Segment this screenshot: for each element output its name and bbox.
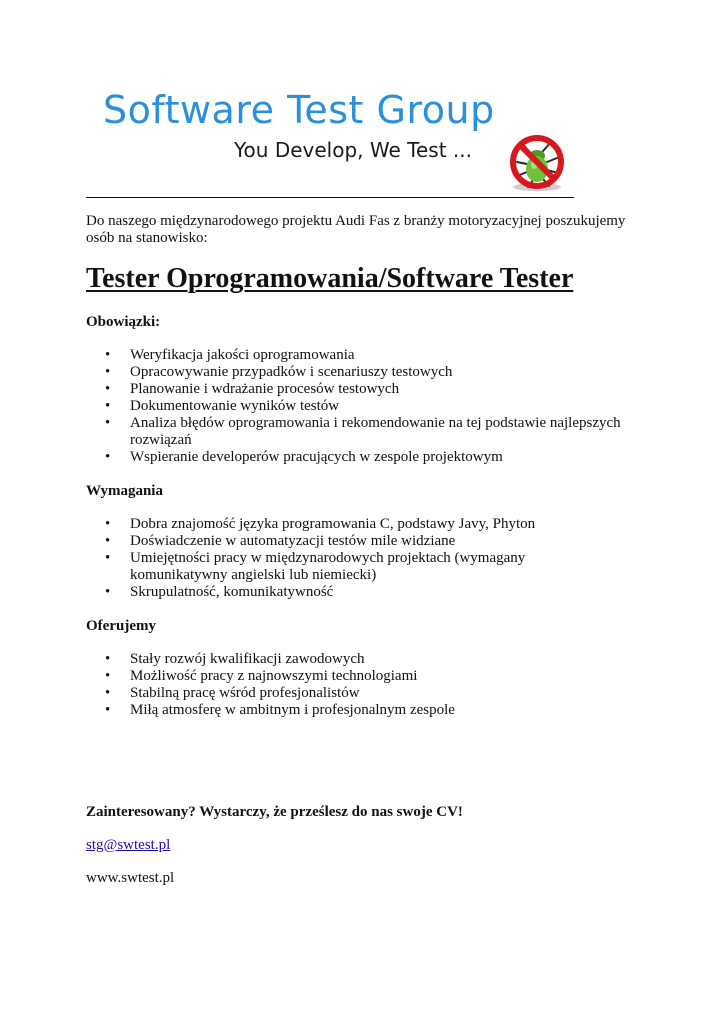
list-item: • Weryfikacja jakości oprogramowania — [86, 347, 626, 364]
no-bug-icon — [501, 126, 573, 198]
website-text: www.swtest.pl — [86, 870, 175, 886]
call-to-action: Zainteresowany? Wystarczy, że prześlesz do nas swoje CV! — [86, 804, 463, 820]
section-heading-offer: Oferujemy — [86, 618, 156, 634]
job-title: Tester Oprogramowania/Software Tester — [86, 263, 574, 294]
list-item: • Planowanie i wdrażanie procesów testowych — [86, 381, 626, 398]
company-logo — [103, 88, 583, 198]
section-heading-requirements: Wymagania — [86, 483, 163, 499]
list-item: • Umiejętności pracy w międzynarodowych projektach (wymagany komunikatywny angielski lub niemiecki) — [86, 550, 626, 584]
list-item: • Stały rozwój kwalifikacji zawodowych — [86, 651, 626, 668]
header-divider — [86, 197, 574, 198]
list-item: • Doświadczenie w automatyzacji testów mile widziane — [86, 533, 626, 550]
job-posting — [86, 213, 626, 887]
list-item: • Skrupulatność, komunikatywność — [86, 584, 626, 601]
list-item: • Możliwość pracy z najnowszymi technologiami — [86, 668, 626, 685]
list-item: • Stabilną pracę wśród profesjonalistów — [86, 685, 626, 702]
intro-text: Do naszego międzynarodowego projektu Audi Fas z branży motoryzacyjnej poszukujemy osób na stanowisko: — [86, 213, 626, 246]
requirements-list — [86, 516, 626, 601]
list-item: • Dokumentowanie wyników testów — [86, 398, 626, 415]
logo-tagline: You Develop, We Test ... — [234, 138, 472, 162]
list-item: • Dobra znajomość języka programowania C, podstawy Javy, Phyton — [86, 516, 626, 533]
list-item: • Wspieranie developerów pracujących w zespole projektowym — [86, 449, 626, 466]
email-link[interactable]: stg@swtest.pl — [86, 837, 171, 853]
section-heading-duties: Obowiązki: — [86, 314, 161, 330]
list-item: • Analiza błędów oprogramowania i rekomendowanie na tej podstawie najlepszych rozwiązań — [86, 415, 626, 449]
list-item: • Opracowywanie przypadków i scenariuszy testowych — [86, 364, 626, 381]
contact-email — [86, 837, 626, 854]
logo-title: Software Test Group — [103, 88, 495, 132]
duties-list — [86, 347, 626, 466]
offer-list — [86, 651, 626, 719]
list-item: • Miłą atmosferę w ambitnym i profesjonalnym zespole — [86, 702, 626, 719]
